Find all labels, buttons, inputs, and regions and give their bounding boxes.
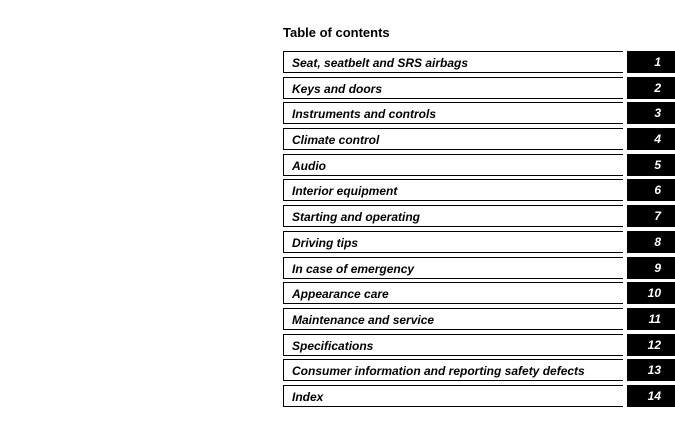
toc-label-box [283,51,623,73]
toc-item-driving-tips[interactable] [283,231,675,253]
toc-label-box [283,77,623,99]
toc-item-label: Consumer information and reporting safety defects [292,364,585,379]
toc-item-instruments-and-controls[interactable] [283,102,675,124]
toc-item-label: In case of emergency [292,261,415,276]
toc-label-box [283,205,623,227]
toc-item-in-case-of-emergency[interactable] [283,257,675,279]
toc-label-box [283,359,623,381]
toc-label-box [283,334,623,356]
toc-item-number: 13 [647,363,661,378]
toc-item-number: 12 [647,337,661,352]
toc-tab-number-box [627,308,675,330]
toc-tab-number-box [627,359,675,381]
toc-tab-number-box [627,231,675,253]
toc-item-maintenance-and-service[interactable] [283,308,675,330]
toc-item-label: Appearance care [292,287,389,302]
toc-tab-number-box [627,128,675,150]
toc-list [283,51,675,411]
toc-item-label: Interior equipment [292,184,398,199]
toc-tab-number-box [627,334,675,356]
toc-item-number: 3 [654,106,661,121]
toc-item-number: 6 [654,183,661,198]
toc-tab-number-box [627,179,675,201]
toc-label-box [283,231,623,253]
toc-item-consumer-information[interactable] [283,359,675,381]
toc-label-box [283,128,623,150]
toc-tab-number-box [627,154,675,176]
toc-item-number: 10 [647,286,661,301]
toc-label-box [283,385,623,407]
toc-item-seat-seatbelt-srs-airbags[interactable] [283,51,675,73]
toc-tab-number-box [627,282,675,304]
toc-item-label: Specifications [292,338,374,353]
toc-item-label: Seat, seatbelt and SRS airbags [292,56,469,70]
toc-item-label: Maintenance and service [292,312,435,327]
toc-tab-number-box [627,77,675,99]
toc-tab-number-box [627,205,675,227]
toc-item-keys-and-doors[interactable] [283,77,675,99]
toc-item-number: 11 [648,311,661,326]
toc-item-number: 14 [647,388,661,403]
toc-label-box [283,179,623,201]
toc-item-label: Keys and doors [292,81,383,96]
toc-label-box [283,308,623,330]
toc-item-number: 5 [654,157,661,172]
toc-label-box [283,282,623,304]
toc-label-box [283,102,623,124]
toc-label-box [283,257,623,279]
toc-item-label: Climate control [292,133,380,148]
toc-item-number: 4 [654,132,661,147]
toc-label-box [283,154,623,176]
toc-tab-number-box [627,257,675,279]
toc-item-appearance-care[interactable] [283,282,675,304]
toc-item-number: 2 [654,80,661,95]
toc-item-starting-and-operating[interactable] [283,205,675,227]
toc-item-climate-control[interactable] [283,128,675,150]
toc-item-number: 9 [654,260,661,275]
toc-item-interior-equipment[interactable] [283,179,675,201]
toc-item-index[interactable] [283,385,675,407]
toc-item-number: 8 [654,234,661,249]
toc-item-label: Instruments and controls [292,107,437,122]
toc-item-audio[interactable] [283,154,675,176]
toc-item-specifications[interactable] [283,334,675,356]
toc-tab-number-box [627,102,675,124]
toc-item-label: Starting and operating [292,210,421,225]
toc-tab-number-box [627,385,675,407]
toc-item-number: 1 [654,55,661,69]
toc-item-label: Index [292,389,324,404]
toc-item-label: Driving tips [292,235,359,250]
toc-title: Table of contents [283,25,390,40]
toc-item-label: Audio [292,158,326,173]
toc-tab-number-box [627,51,675,73]
toc-item-number: 7 [654,209,661,224]
